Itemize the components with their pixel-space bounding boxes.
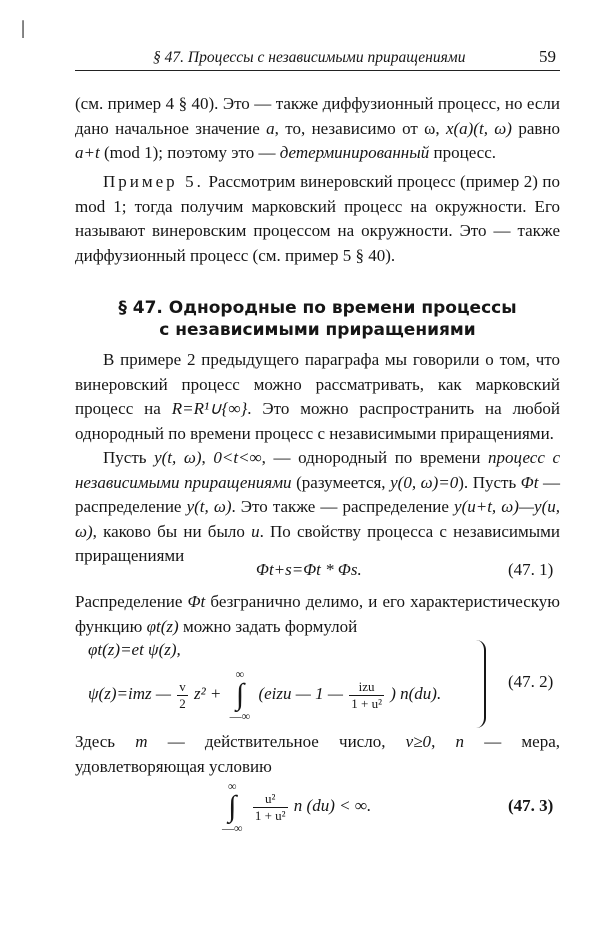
equation-47-2-line-2: ψ(z)=imz — $\frac{v}{2}$ z² + ∞ ∫ —∞ (eizu — 1 — $\frac{\text{izu}}{\text{1 + u²}}$ ) n(du).: [88, 667, 442, 723]
fraction-izu: $\frac{\text{izu}}{\text{1 + u²}}$: [351, 678, 382, 711]
running-title: § 47. Процессы с независимыми приращениями: [153, 49, 466, 66]
margin-tick-mark: |: [20, 18, 27, 39]
paragraph-definition: Пусть y(t, ω), 0<t<∞, — однородный по времени процесс с независимыми приращениями (разумеется, y(0, ω)=0). Пусть Φt — распределение y(t, ω). Это также — распределение y(u+t, ω)—y(u, ω), каково бы ни было u. По свойству процесса с независимыми приращениями: [75, 448, 561, 565]
equation-47-1: Φt+s=Φt * Φs.: [256, 560, 362, 579]
paragraph-example-5: Пример 5. Рассмотрим винеровский процесс (пример 2) по mod 1; тогда получим марковский процесс на окружности. Его называют винеровским процессом на окружности. Это — также диффузионный процесс (см. пример 5 § 40).: [75, 172, 560, 265]
term-deterministic: детерминированный: [279, 143, 430, 162]
right-brace: [472, 640, 486, 728]
term-independent-increments: процесс с независимыми приращениями: [75, 448, 561, 492]
paragraph-measure-condition: Здесь m — действительное число, v≥0, n — мера, удовлетворяющая условию: [75, 732, 561, 776]
paragraph-example-4-end: (см. пример 4 § 40). Это — также диффузионный процесс, но если дано начальное значение a, то, независимо от ω, x(a)(t, ω) равно a+t (mod 1); поэтому это — детерминированный процесс.: [75, 94, 560, 162]
integral-sign: ∞ ∫ —∞: [229, 667, 251, 723]
running-header: [75, 44, 560, 71]
equation-47-2-line-1: φt(z)=et ψ(z),: [88, 640, 181, 659]
section-heading: § 47. Однородные по времени процессы с независимыми приращениями: [118, 298, 517, 340]
equation-number-47-1: (47. 1): [508, 560, 554, 579]
integral-sign: ∞ ∫ —∞: [222, 779, 243, 835]
equation-number-47-3: (47. 3): [508, 796, 554, 815]
example-label: Пример 5.: [103, 172, 204, 191]
paragraph-intro: В примере 2 предыдущего параграфа мы говорили о том, что винеровский процесс можно рассматривать, как марковский процесс на R=R¹∪{∞}. Это можно распространить на любой однородный по времени процесс с независимыми приращениями.: [75, 350, 560, 443]
fraction-u2: $\frac{\text{u²}}{\text{1 + u²}}$: [254, 790, 286, 823]
equation-number-47-2: (47. 2): [508, 672, 554, 691]
fraction-v-over-2: $\frac{v}{2}$: [179, 678, 186, 711]
paragraph-infinitely-divisible: Распределение Φt безгранично делимо, и его характеристическую функцию φt(z) можно задать формулой: [75, 592, 560, 636]
page-number: 59: [539, 47, 556, 66]
equation-47-3: ∞ ∫ —∞ $\frac{\text{u²}}{\text{1 + u²}}$ n (du) < ∞.: [222, 779, 372, 835]
